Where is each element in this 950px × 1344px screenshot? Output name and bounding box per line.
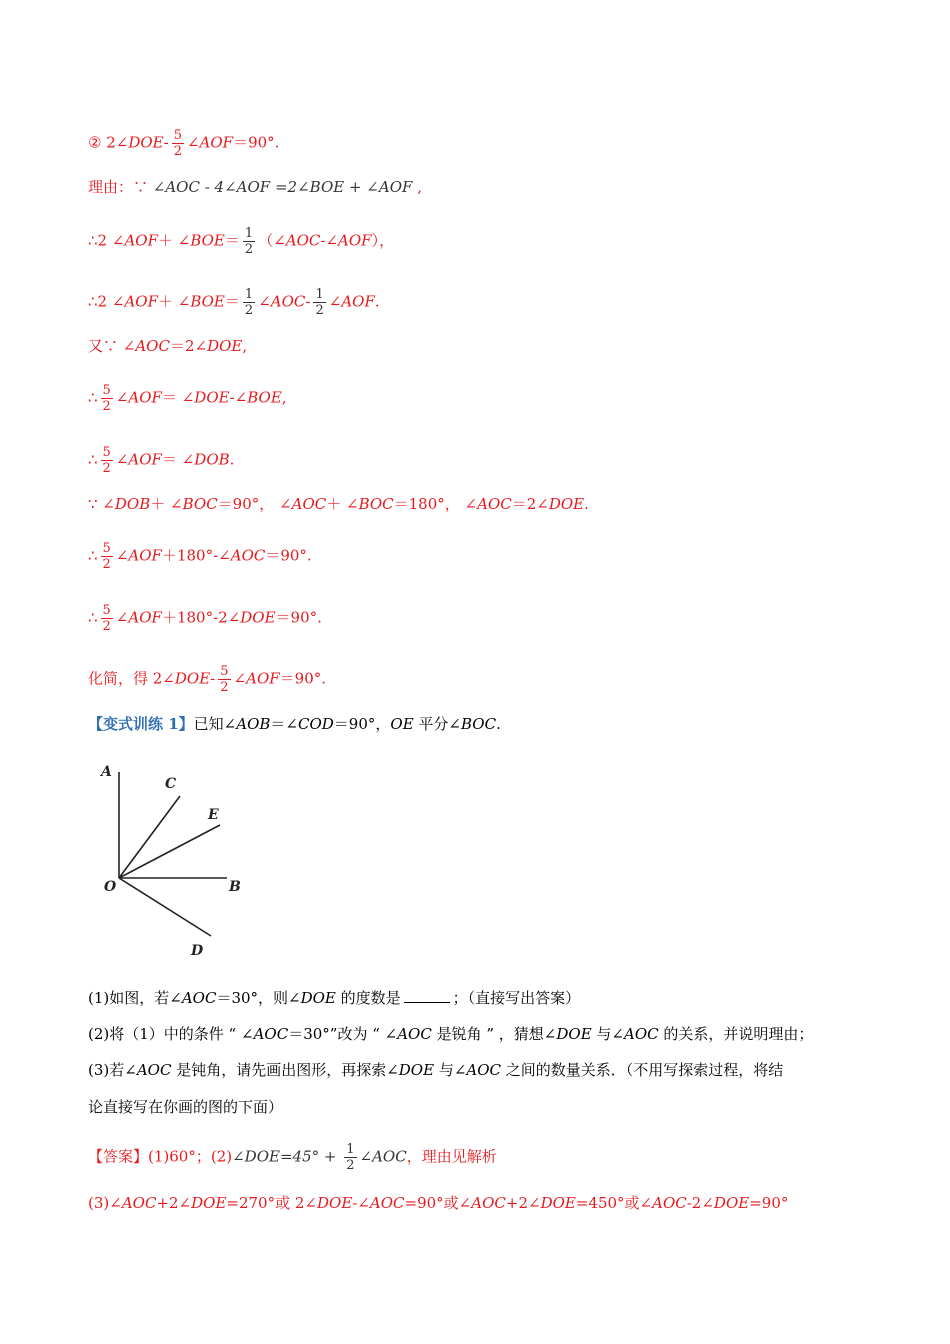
- text: ＝90°，: [333, 715, 391, 733]
- math-var: AOF: [199, 133, 234, 152]
- text: -: [210, 669, 216, 688]
- denominator: 2: [102, 399, 111, 414]
- answer-tag: 【答案】: [88, 1147, 149, 1166]
- label-B: B: [229, 879, 241, 895]
- text: ；（直接写出答案）: [452, 989, 581, 1007]
- math-var: AOC: [471, 1194, 506, 1212]
- text: +2∠: [505, 1194, 541, 1212]
- fraction: [243, 287, 255, 318]
- text: (1)如图，若∠: [88, 989, 182, 1007]
- text: ∠: [115, 388, 129, 407]
- math-var: AOC: [253, 1025, 289, 1043]
- text: .: [584, 495, 589, 513]
- math-var: DOE: [713, 1194, 750, 1212]
- text: 平分∠: [413, 715, 461, 733]
- text: 的关系，并说明理由；: [658, 1025, 814, 1043]
- text: ＝ ∠: [161, 388, 195, 407]
- text: ＝90°.: [275, 608, 322, 627]
- text: ＋ ∠: [157, 231, 191, 250]
- denominator: 2: [220, 680, 229, 695]
- math-var: AOC: [121, 1194, 157, 1212]
- solution-line-7: [88, 445, 234, 476]
- math-var: AOF: [128, 608, 162, 627]
- numerator: 5: [102, 603, 111, 618]
- denominator: 2: [102, 619, 111, 634]
- denominator: 2: [244, 303, 254, 318]
- denominator: 2: [315, 303, 324, 318]
- text: 之间的数量关系．（不用写探索过程，将结: [501, 1061, 784, 1079]
- text: -∠: [229, 388, 248, 407]
- text: ＋ ∠: [326, 495, 359, 513]
- math-var: DOE: [317, 1194, 353, 1212]
- math-var: BOC: [460, 715, 497, 733]
- math-var: AOC: [477, 495, 512, 513]
- math-var: DOE: [540, 1194, 576, 1212]
- math-var: DOB: [194, 450, 230, 469]
- text: -: [163, 133, 169, 152]
- label-D: D: [191, 943, 204, 959]
- denominator: 2: [102, 461, 111, 476]
- math-expression: ∠AOC - 4∠AOF =2∠BOE + ∠AOF: [152, 178, 413, 196]
- angle-figure: [95, 758, 255, 963]
- numerator: 5: [220, 664, 229, 679]
- denominator: 2: [346, 1158, 355, 1173]
- text: 化简，得 2∠: [88, 669, 175, 688]
- math-var: DOE: [300, 989, 336, 1007]
- question-3: [88, 1060, 783, 1080]
- math-var: OE: [390, 715, 414, 733]
- fraction: [243, 226, 255, 257]
- text: ∵ ∠: [88, 495, 115, 513]
- solution-line-6: [88, 383, 287, 414]
- math-var: AOF: [124, 231, 158, 250]
- question-2: [88, 1024, 813, 1044]
- math-var: AOC: [466, 1061, 502, 1079]
- text: ∴2 ∠: [88, 292, 125, 311]
- section-tag: 【变式训练 1】: [88, 715, 194, 733]
- text: ∠: [115, 546, 129, 565]
- math-var: AOC: [397, 1025, 432, 1043]
- math-var: DOE: [398, 1061, 435, 1079]
- math-var: BOE: [190, 292, 225, 311]
- text: ＝∠: [270, 715, 298, 733]
- text: ＝: [224, 231, 240, 250]
- text: 是锐角 ” ，猜想∠: [431, 1025, 557, 1043]
- math-var: AOF: [128, 546, 162, 565]
- solution-line-1: [88, 128, 279, 159]
- text: 与∠: [591, 1025, 624, 1043]
- text: ＝30°”改为 “ ∠: [288, 1025, 398, 1043]
- math-var: DOE: [194, 388, 230, 407]
- fraction: [344, 1142, 356, 1173]
- label-O: O: [104, 879, 117, 895]
- math-var: AOF: [246, 669, 280, 688]
- fraction: [101, 383, 113, 414]
- solution-line-9: [88, 541, 312, 572]
- answer-blank[interactable]: [404, 988, 450, 1003]
- text: ＝ ∠: [161, 450, 195, 469]
- text: .: [229, 450, 235, 469]
- text: ＝90°.: [279, 669, 327, 688]
- problem-statement: [88, 714, 501, 734]
- text: 已知∠: [193, 715, 237, 733]
- text: (3)若∠: [88, 1061, 137, 1079]
- text: -∠: [320, 231, 339, 250]
- solution-line-2: [88, 177, 422, 197]
- math-var: BOE: [247, 388, 282, 407]
- solution-line-10: [88, 603, 322, 634]
- text: 又∵ ∠: [88, 337, 136, 355]
- numerator: 5: [102, 541, 111, 556]
- text: -2∠: [686, 1194, 714, 1212]
- text: ∠: [258, 292, 271, 311]
- text: ∴: [88, 608, 98, 627]
- text: ＋ ∠: [157, 292, 191, 311]
- fraction: [218, 664, 230, 695]
- numerator: 1: [244, 226, 254, 241]
- numerator: 1: [244, 287, 254, 302]
- text: =270°或 2∠: [226, 1194, 317, 1212]
- fraction: [172, 128, 184, 159]
- text: (3)∠: [88, 1194, 122, 1212]
- text: ∠: [233, 669, 247, 688]
- text: +: [319, 1147, 342, 1166]
- text: =90°: [749, 1194, 789, 1212]
- text: ∴: [88, 388, 98, 407]
- ray-OD: [119, 878, 211, 936]
- text: 是钝角，请先画出图形，再探索∠: [171, 1061, 399, 1079]
- solution-line-11: [88, 664, 326, 695]
- answer-line-3: [88, 1193, 788, 1213]
- text: -∠: [352, 1194, 370, 1212]
- fraction: [313, 287, 325, 318]
- text: ＝: [224, 292, 240, 311]
- math-var: AOC: [291, 495, 327, 513]
- text: 论直接写在你画的图的下面）: [88, 1098, 284, 1116]
- math-var: DOE: [207, 337, 243, 355]
- math-var: AOF: [124, 292, 158, 311]
- question-3-continued: [88, 1097, 283, 1117]
- fraction: [101, 445, 113, 476]
- text: ＋180°-2∠: [161, 608, 241, 627]
- answer-line: [88, 1142, 497, 1173]
- text: (2)将（1）中的条件 “ ∠: [88, 1025, 254, 1043]
- text: ＝2∠: [169, 337, 208, 355]
- text: ＋180°-∠: [161, 546, 231, 565]
- text: （∠: [258, 231, 286, 250]
- fraction: [101, 541, 113, 572]
- text: 与∠: [434, 1061, 467, 1079]
- math-var: AOF: [128, 388, 162, 407]
- solution-line-3: [88, 226, 394, 257]
- text: ∴: [88, 450, 98, 469]
- math-var: AOC: [135, 337, 170, 355]
- math-expression: ∠AOC: [359, 1147, 407, 1166]
- label-C: C: [165, 776, 177, 792]
- text: ∴: [88, 546, 98, 565]
- text: ,: [412, 178, 422, 196]
- text: ∴2 ∠: [88, 231, 125, 250]
- text: ＝90°.: [233, 133, 280, 152]
- text: ＝180°， ∠: [393, 495, 478, 513]
- math-var: DOB: [114, 495, 151, 513]
- math-var: COD: [297, 715, 334, 733]
- text: ∠: [186, 133, 200, 152]
- math-var: DOE: [556, 1025, 592, 1043]
- text: -: [305, 292, 311, 311]
- text: ,: [242, 337, 248, 355]
- ray-OC: [119, 796, 180, 878]
- denominator: 2: [244, 242, 254, 257]
- math-var: DOE: [191, 1194, 227, 1212]
- math-var: BOC: [358, 495, 394, 513]
- fraction: [101, 603, 113, 634]
- numerator: 1: [346, 1142, 355, 1157]
- math-var: AOC: [181, 989, 217, 1007]
- solution-line-5: [88, 336, 247, 356]
- text: 的度数是: [335, 989, 401, 1007]
- math-var: AOC: [230, 546, 266, 565]
- label-E: E: [208, 807, 219, 823]
- denominator: 2: [173, 144, 182, 159]
- text: 理由：∵: [88, 178, 153, 196]
- text: ＝90°， ∠: [217, 495, 292, 513]
- ray-OE: [119, 825, 220, 878]
- denominator: 2: [102, 557, 111, 572]
- text: ），: [371, 231, 395, 250]
- math-var: BOC: [182, 495, 218, 513]
- math-var: DOE: [548, 495, 585, 513]
- math-var: AOB: [236, 715, 271, 733]
- text: .: [374, 292, 380, 311]
- math-var: DOE: [128, 133, 164, 152]
- text: ② 2∠: [88, 133, 129, 152]
- math-var: BOE: [190, 231, 225, 250]
- text: ∠: [328, 292, 342, 311]
- math-expression: ∠DOE=45°: [232, 1147, 320, 1166]
- math-var: AOC: [285, 231, 321, 250]
- text: ＝2∠: [511, 495, 549, 513]
- math-var: AOF: [128, 450, 162, 469]
- text: =90°或∠: [404, 1194, 472, 1212]
- math-var: AOC: [624, 1025, 659, 1043]
- math-var: AOF: [338, 231, 372, 250]
- solution-line-8: [88, 494, 589, 514]
- text: ∠: [115, 608, 129, 627]
- label-A: A: [101, 764, 112, 780]
- text: ＝90°.: [265, 546, 312, 565]
- numerator: 5: [102, 445, 111, 460]
- numerator: 1: [315, 287, 324, 302]
- text: +2∠: [156, 1194, 192, 1212]
- math-var: AOC: [652, 1194, 687, 1212]
- text: ＝30°，则∠: [216, 989, 301, 1007]
- math-var: DOE: [240, 608, 276, 627]
- math-var: AOF: [341, 292, 375, 311]
- question-1: [88, 988, 580, 1008]
- text: ∠: [115, 450, 129, 469]
- text: ,: [281, 388, 287, 407]
- math-var: AOC: [270, 292, 306, 311]
- numerator: 5: [102, 383, 111, 398]
- text: (1)60°；(2): [148, 1147, 233, 1166]
- solution-line-4: [88, 287, 380, 318]
- text: .: [496, 715, 501, 733]
- math-var: DOE: [174, 669, 211, 688]
- math-var: AOC: [136, 1061, 172, 1079]
- numerator: 5: [173, 128, 182, 143]
- text: ＋ ∠: [150, 495, 183, 513]
- text: ，理由见解析: [406, 1147, 497, 1166]
- math-var: AOC: [369, 1194, 405, 1212]
- text: =450°或∠: [575, 1194, 653, 1212]
